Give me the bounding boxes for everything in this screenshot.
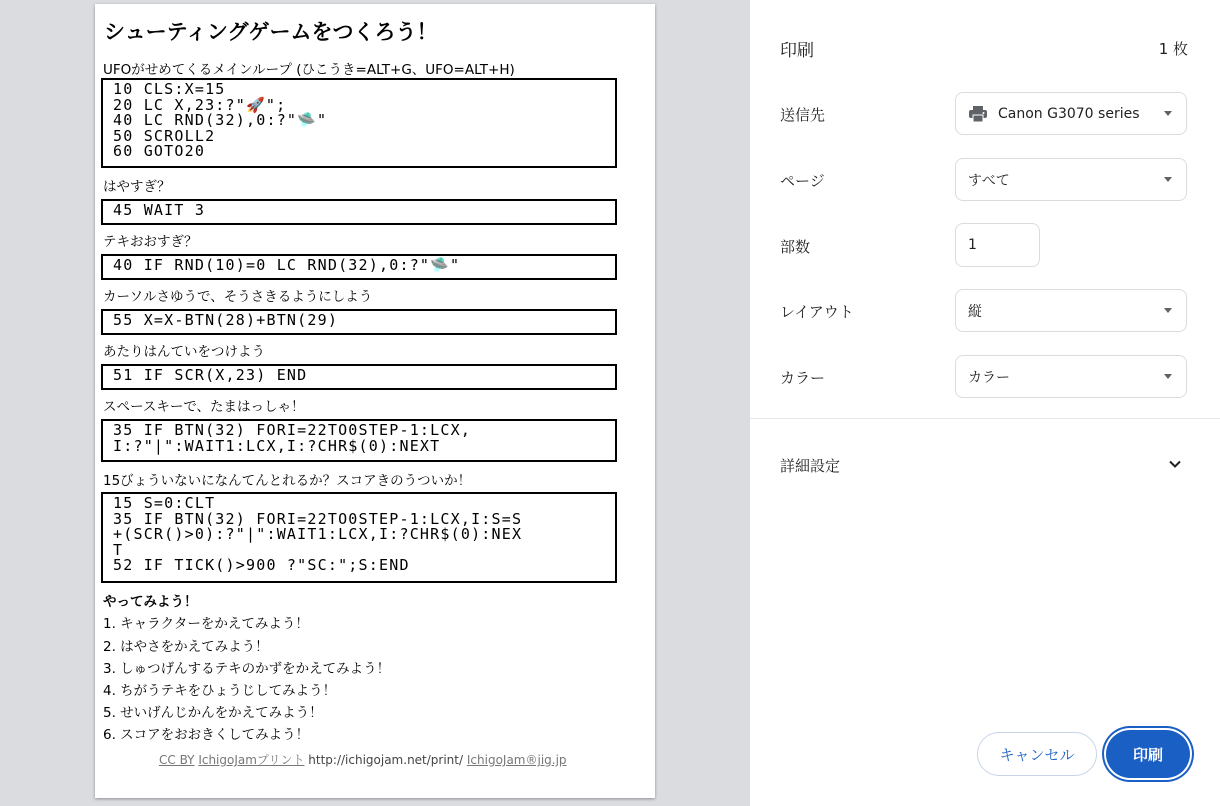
question-controls: カーソルさゆうで、そうさきるようにしよう (103, 289, 373, 305)
page-title: シューティングゲームをつくろう！ (104, 20, 438, 44)
chevron-down-icon (1164, 308, 1172, 313)
question-score: 15びょういないになんてんとれるか？スコアきのうついか！ (103, 473, 472, 489)
chevron-down-icon (1164, 374, 1172, 379)
try-heading: やってみよう！ (103, 594, 198, 610)
printer-icon (968, 105, 988, 123)
pages-value: すべて (968, 172, 1010, 189)
print-name-link[interactable]: IchigoJamプリント (198, 753, 305, 767)
panel-title: 印刷 (780, 41, 814, 61)
try-item: 5. せいげんじかんをかえてみよう！ (103, 705, 323, 721)
try-item: 4. ちがうテキをひょうじしてみよう！ (103, 683, 337, 699)
layout-select[interactable] (955, 289, 1187, 332)
trademark-link[interactable]: IchigoJam®jig.jp (466, 753, 567, 767)
try-item: 3. しゅつげんするテキのかずをかえてみよう！ (103, 661, 391, 677)
license-link[interactable]: CC BY (159, 753, 195, 767)
question-enemies: テキおおすぎ？ (103, 234, 198, 250)
sheet-count: 1 枚 (1158, 40, 1188, 58)
chevron-down-icon (1164, 111, 1172, 116)
layout-value: 縦 (968, 303, 982, 320)
copies-label: 部数 (780, 238, 811, 256)
code-block-scr: 51 IF SCR(X,23) END (101, 364, 617, 390)
color-label: カラー (780, 369, 826, 387)
preview-page (95, 4, 655, 798)
print-settings-panel (750, 0, 1220, 806)
chevron-down-icon (1164, 177, 1172, 182)
code-block-main: 10 CLS:X=15 20 LC X,23:?"🚀"; 40 LC RND(32),0:?"🛸" 50 SCROLL2 60 GOTO20 (101, 78, 617, 168)
destination-select[interactable] (955, 92, 1187, 135)
code-block-score: 15 S=0:CLT 35 IF BTN(32) FORI=22TO0STEP-1:LCX,I:S=S +(SCR()>0):?"|":WAIT1:LCX,I:?CHR$(0):NEX T 52 IF TICK()>900 ?"SC:";S:END (101, 492, 617, 583)
try-item: 1. キャラクターをかえてみよう！ (103, 616, 309, 632)
more-settings-toggle[interactable]: 詳細設定 (780, 457, 841, 475)
expand-chevron-icon[interactable] (1168, 456, 1182, 475)
print-button[interactable]: 印刷 (1106, 730, 1190, 778)
footer-url: http://ichigojam.net/print/ (308, 753, 464, 767)
destination-label: 送信先 (780, 106, 826, 124)
pages-label: ページ (780, 172, 825, 190)
pages-select[interactable] (955, 158, 1187, 201)
code-block-btn: 55 X=X-BTN(28)+BTN(29) (101, 309, 617, 335)
code-block-wait: 45 WAIT 3 (101, 199, 617, 225)
try-item: 6. スコアをおおきくしてみよう！ (103, 727, 310, 743)
divider (750, 418, 1220, 419)
question-collision: あたりはんていをつけよう (103, 344, 265, 360)
copies-value: 1 (968, 237, 977, 253)
color-value: カラー (968, 369, 1010, 386)
try-item: 2. はやさをかえてみよう！ (103, 639, 269, 655)
copies-input[interactable] (955, 223, 1040, 267)
color-select[interactable] (955, 355, 1187, 398)
intro-text: UFOがせめてくるメインループ (ひこうき=ALT+G、UFO=ALT+H) (103, 62, 515, 78)
code-block-rnd: 40 IF RND(10)=0 LC RND(32),0:?"🛸" (101, 254, 617, 280)
cancel-button[interactable]: キャンセル (977, 732, 1097, 776)
question-shot: スペースキーで、たまはっしゃ！ (103, 399, 305, 415)
destination-value: Canon G3070 series (998, 105, 1140, 122)
code-block-shot: 35 IF BTN(32) FORI=22TO0STEP-1:LCX, I:?"|":WAIT1:LCX,I:?CHR$(0):NEXT (101, 419, 617, 462)
question-speed: はやすぎ？ (103, 179, 171, 195)
layout-label: レイアウト (780, 303, 854, 321)
page-footer (159, 751, 567, 768)
